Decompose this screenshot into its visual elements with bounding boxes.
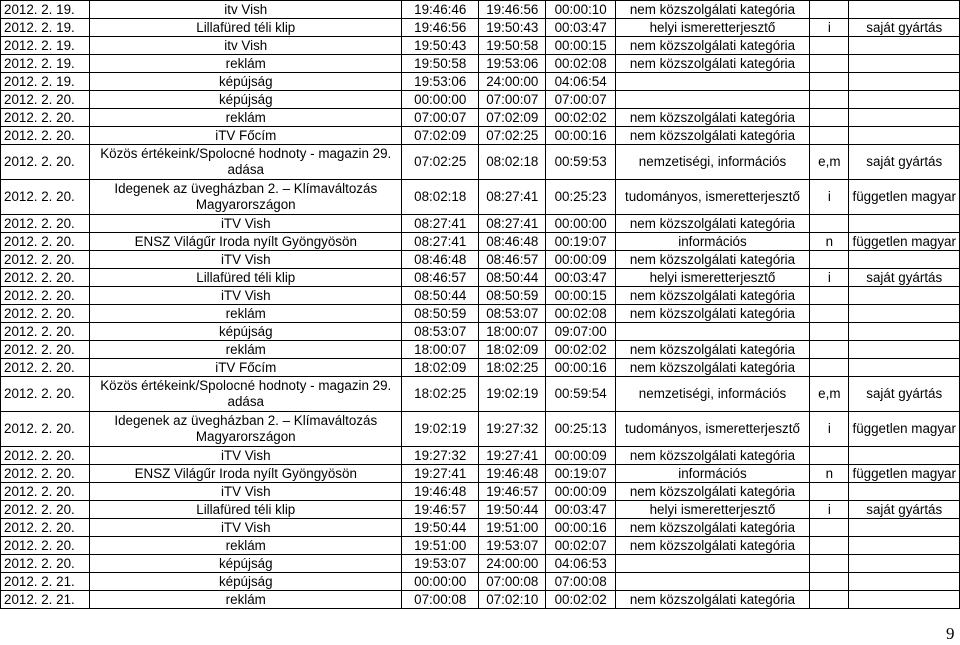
cell-production	[849, 447, 960, 465]
cell-date: 2012. 2. 19.	[1, 73, 90, 91]
cell-date: 2012. 2. 20.	[1, 127, 90, 145]
cell-category: tudományos, ismeretterjesztő	[615, 180, 809, 215]
cell-duration: 00:25:13	[546, 412, 615, 447]
table-row	[1, 591, 960, 609]
cell-date: 2012. 2. 20.	[1, 287, 90, 305]
cell-start-time: 08:50:44	[402, 287, 479, 305]
cell-category: nem közszolgálati kategória	[615, 591, 809, 609]
cell-indicator: i	[810, 269, 849, 287]
table-row	[1, 501, 960, 519]
cell-duration: 04:06:54	[546, 73, 615, 91]
table-row	[1, 519, 960, 537]
cell-end-time: 08:27:41	[479, 180, 546, 215]
cell-duration: 00:00:10	[546, 1, 615, 19]
cell-indicator	[810, 323, 849, 341]
cell-title: iTV Vish	[90, 215, 402, 233]
cell-category	[615, 91, 809, 109]
cell-start-time: 19:53:07	[402, 555, 479, 573]
cell-title: reklám	[90, 591, 402, 609]
cell-production: saját gyártás	[849, 269, 960, 287]
cell-duration: 00:00:15	[546, 37, 615, 55]
table-row	[1, 91, 960, 109]
cell-end-time: 19:53:06	[479, 55, 546, 73]
table-row	[1, 323, 960, 341]
cell-category: helyi ismeretterjesztő	[615, 269, 809, 287]
cell-date: 2012. 2. 19.	[1, 1, 90, 19]
cell-indicator	[810, 55, 849, 73]
cell-indicator	[810, 305, 849, 323]
cell-duration: 00:00:09	[546, 447, 615, 465]
cell-date: 2012. 2. 20.	[1, 465, 90, 483]
table-row	[1, 465, 960, 483]
cell-production: független magyar	[849, 180, 960, 215]
cell-start-time: 19:46:46	[402, 1, 479, 19]
cell-production	[849, 573, 960, 591]
cell-category: nem közszolgálati kategória	[615, 519, 809, 537]
cell-title: Közös értékeink/Spolocné hodnoty - magazin 29. adása	[90, 377, 402, 412]
cell-category: helyi ismeretterjesztő	[615, 19, 809, 37]
cell-production: saját gyártás	[849, 377, 960, 412]
page-number: 9	[946, 624, 955, 643]
cell-title: Idegenek az üvegházban 2. – Klímaváltozás Magyarországon	[90, 412, 402, 447]
cell-indicator: i	[810, 501, 849, 519]
cell-duration: 07:00:07	[546, 91, 615, 109]
cell-production	[849, 91, 960, 109]
cell-category	[615, 323, 809, 341]
cell-title: Idegenek az üvegházban 2. – Klímaváltozás Magyarországon	[90, 180, 402, 215]
cell-title: képújság	[90, 323, 402, 341]
cell-start-time: 19:50:44	[402, 519, 479, 537]
cell-indicator	[810, 341, 849, 359]
cell-end-time: 07:02:10	[479, 591, 546, 609]
cell-title: reklám	[90, 537, 402, 555]
cell-production: független magyar	[849, 233, 960, 251]
cell-indicator	[810, 73, 849, 91]
cell-end-time: 08:53:07	[479, 305, 546, 323]
cell-indicator	[810, 447, 849, 465]
table-row	[1, 341, 960, 359]
cell-title: iTV Vish	[90, 447, 402, 465]
cell-end-time: 08:02:18	[479, 145, 546, 180]
cell-category	[615, 573, 809, 591]
cell-category: nemzetiségi, információs	[615, 145, 809, 180]
cell-end-time: 19:46:48	[479, 465, 546, 483]
cell-indicator	[810, 109, 849, 127]
cell-title: itv Vish	[90, 1, 402, 19]
cell-category: tudományos, ismeretterjesztő	[615, 412, 809, 447]
cell-indicator	[810, 591, 849, 609]
cell-end-time: 19:02:19	[479, 377, 546, 412]
cell-indicator	[810, 91, 849, 109]
cell-category: nem közszolgálati kategória	[615, 359, 809, 377]
cell-category: nem közszolgálati kategória	[615, 215, 809, 233]
cell-duration: 00:00:16	[546, 519, 615, 537]
cell-production: független magyar	[849, 412, 960, 447]
cell-date: 2012. 2. 20.	[1, 555, 90, 573]
cell-category: nem közszolgálati kategória	[615, 537, 809, 555]
cell-end-time: 07:00:07	[479, 91, 546, 109]
cell-duration: 00:00:00	[546, 215, 615, 233]
cell-start-time: 18:02:09	[402, 359, 479, 377]
cell-production	[849, 251, 960, 269]
cell-end-time: 19:50:58	[479, 37, 546, 55]
cell-duration: 00:00:09	[546, 483, 615, 501]
cell-end-time: 18:00:07	[479, 323, 546, 341]
cell-indicator: n	[810, 233, 849, 251]
cell-date: 2012. 2. 20.	[1, 519, 90, 537]
table-row	[1, 359, 960, 377]
cell-production	[849, 37, 960, 55]
cell-start-time: 08:46:57	[402, 269, 479, 287]
cell-date: 2012. 2. 20.	[1, 145, 90, 180]
table-row	[1, 1, 960, 19]
cell-category: nem közszolgálati kategória	[615, 1, 809, 19]
cell-category: nem közszolgálati kategória	[615, 37, 809, 55]
table-row	[1, 233, 960, 251]
cell-indicator	[810, 215, 849, 233]
cell-end-time: 19:50:43	[479, 19, 546, 37]
cell-start-time: 19:46:56	[402, 19, 479, 37]
cell-date: 2012. 2. 20.	[1, 305, 90, 323]
table-row	[1, 287, 960, 305]
cell-title: iTV Vish	[90, 519, 402, 537]
cell-category: nemzetiségi, információs	[615, 377, 809, 412]
table-row	[1, 269, 960, 287]
cell-category: nem közszolgálati kategória	[615, 447, 809, 465]
cell-category: információs	[615, 465, 809, 483]
cell-date: 2012. 2. 20.	[1, 537, 90, 555]
cell-indicator	[810, 37, 849, 55]
cell-indicator	[810, 359, 849, 377]
table-row	[1, 483, 960, 501]
cell-start-time: 18:02:25	[402, 377, 479, 412]
cell-production	[849, 483, 960, 501]
cell-duration: 00:00:09	[546, 251, 615, 269]
cell-start-time: 08:02:18	[402, 180, 479, 215]
cell-title: Lillafüred téli klip	[90, 269, 402, 287]
cell-start-time: 07:00:07	[402, 109, 479, 127]
cell-production	[849, 537, 960, 555]
cell-duration: 00:03:47	[546, 269, 615, 287]
table-row	[1, 145, 960, 180]
cell-duration: 00:02:02	[546, 109, 615, 127]
cell-indicator: i	[810, 19, 849, 37]
cell-date: 2012. 2. 19.	[1, 19, 90, 37]
cell-category: nem közszolgálati kategória	[615, 483, 809, 501]
cell-production: független magyar	[849, 465, 960, 483]
cell-production	[849, 73, 960, 91]
table-row	[1, 555, 960, 573]
cell-category: nem közszolgálati kategória	[615, 127, 809, 145]
cell-title: ENSZ Világűr Iroda nyílt Gyöngyösön	[90, 233, 402, 251]
cell-date: 2012. 2. 20.	[1, 359, 90, 377]
cell-start-time: 19:50:58	[402, 55, 479, 73]
cell-end-time: 19:53:07	[479, 537, 546, 555]
cell-category: nem közszolgálati kategória	[615, 251, 809, 269]
cell-production	[849, 1, 960, 19]
cell-end-time: 08:50:59	[479, 287, 546, 305]
cell-start-time: 19:27:41	[402, 465, 479, 483]
cell-production	[849, 519, 960, 537]
cell-date: 2012. 2. 21.	[1, 591, 90, 609]
cell-production	[849, 55, 960, 73]
cell-duration: 00:00:16	[546, 127, 615, 145]
cell-duration: 00:02:08	[546, 55, 615, 73]
table-row	[1, 251, 960, 269]
cell-duration: 00:19:07	[546, 465, 615, 483]
cell-duration: 09:07:00	[546, 323, 615, 341]
cell-production	[849, 215, 960, 233]
cell-duration: 00:59:53	[546, 145, 615, 180]
table-row	[1, 215, 960, 233]
cell-date: 2012. 2. 20.	[1, 91, 90, 109]
cell-title: képújság	[90, 73, 402, 91]
cell-end-time: 08:46:57	[479, 251, 546, 269]
cell-duration: 07:00:08	[546, 573, 615, 591]
cell-end-time: 07:00:08	[479, 573, 546, 591]
cell-end-time: 19:50:44	[479, 501, 546, 519]
cell-title: Lillafüred téli klip	[90, 19, 402, 37]
cell-end-time: 19:27:41	[479, 447, 546, 465]
cell-indicator: e,m	[810, 145, 849, 180]
cell-end-time: 18:02:09	[479, 341, 546, 359]
cell-duration: 00:59:54	[546, 377, 615, 412]
cell-duration: 00:02:08	[546, 305, 615, 323]
cell-end-time: 19:46:57	[479, 483, 546, 501]
cell-date: 2012. 2. 21.	[1, 573, 90, 591]
cell-category: nem közszolgálati kategória	[615, 305, 809, 323]
cell-title: Lillafüred téli klip	[90, 501, 402, 519]
cell-production	[849, 555, 960, 573]
table-row	[1, 19, 960, 37]
cell-indicator	[810, 127, 849, 145]
cell-category: nem közszolgálati kategória	[615, 341, 809, 359]
cell-end-time: 24:00:00	[479, 555, 546, 573]
cell-duration: 00:00:15	[546, 287, 615, 305]
cell-title: képújság	[90, 573, 402, 591]
cell-date: 2012. 2. 20.	[1, 377, 90, 412]
table-row	[1, 537, 960, 555]
cell-category: helyi ismeretterjesztő	[615, 501, 809, 519]
cell-category: nem közszolgálati kategória	[615, 287, 809, 305]
table-row	[1, 180, 960, 215]
cell-start-time: 19:51:00	[402, 537, 479, 555]
cell-start-time: 07:02:25	[402, 145, 479, 180]
cell-duration: 00:25:23	[546, 180, 615, 215]
cell-duration: 00:03:47	[546, 19, 615, 37]
cell-start-time: 08:53:07	[402, 323, 479, 341]
cell-indicator: i	[810, 180, 849, 215]
table-row	[1, 109, 960, 127]
cell-start-time: 07:00:08	[402, 591, 479, 609]
cell-production	[849, 109, 960, 127]
cell-end-time: 08:27:41	[479, 215, 546, 233]
cell-production	[849, 127, 960, 145]
table-row	[1, 377, 960, 412]
cell-production	[849, 323, 960, 341]
cell-category	[615, 555, 809, 573]
cell-indicator: n	[810, 465, 849, 483]
cell-date: 2012. 2. 19.	[1, 55, 90, 73]
cell-title: képújság	[90, 555, 402, 573]
cell-end-time: 19:51:00	[479, 519, 546, 537]
cell-production	[849, 591, 960, 609]
cell-indicator: i	[810, 412, 849, 447]
cell-date: 2012. 2. 20.	[1, 501, 90, 519]
cell-production	[849, 359, 960, 377]
cell-category: információs	[615, 233, 809, 251]
schedule-body	[1, 1, 960, 609]
cell-duration: 00:02:07	[546, 537, 615, 555]
cell-start-time: 08:27:41	[402, 215, 479, 233]
cell-date: 2012. 2. 20.	[1, 269, 90, 287]
cell-date: 2012. 2. 20.	[1, 233, 90, 251]
cell-start-time: 19:50:43	[402, 37, 479, 55]
cell-indicator	[810, 519, 849, 537]
cell-production: saját gyártás	[849, 501, 960, 519]
cell-title: iTV Vish	[90, 251, 402, 269]
cell-start-time: 18:00:07	[402, 341, 479, 359]
cell-duration: 00:02:02	[546, 591, 615, 609]
cell-end-time: 24:00:00	[479, 73, 546, 91]
table-row	[1, 127, 960, 145]
cell-production	[849, 341, 960, 359]
cell-production: saját gyártás	[849, 19, 960, 37]
cell-indicator	[810, 555, 849, 573]
cell-end-time: 07:02:25	[479, 127, 546, 145]
table-row	[1, 412, 960, 447]
cell-title: Közös értékeink/Spolocné hodnoty - magazin 29. adása	[90, 145, 402, 180]
cell-title: itv Vish	[90, 37, 402, 55]
cell-date: 2012. 2. 20.	[1, 215, 90, 233]
cell-start-time: 07:02:09	[402, 127, 479, 145]
table-row	[1, 573, 960, 591]
cell-start-time: 08:27:41	[402, 233, 479, 251]
table-row	[1, 55, 960, 73]
cell-date: 2012. 2. 20.	[1, 323, 90, 341]
cell-title: iTV Főcím	[90, 127, 402, 145]
cell-date: 2012. 2. 20.	[1, 341, 90, 359]
cell-indicator	[810, 287, 849, 305]
cell-date: 2012. 2. 20.	[1, 180, 90, 215]
cell-indicator	[810, 537, 849, 555]
cell-indicator: e,m	[810, 377, 849, 412]
cell-duration: 00:02:02	[546, 341, 615, 359]
cell-category: nem közszolgálati kategória	[615, 55, 809, 73]
cell-title: reklám	[90, 55, 402, 73]
cell-production	[849, 305, 960, 323]
cell-start-time: 19:02:19	[402, 412, 479, 447]
cell-end-time: 07:02:09	[479, 109, 546, 127]
cell-end-time: 08:50:44	[479, 269, 546, 287]
cell-start-time: 19:27:32	[402, 447, 479, 465]
cell-end-time: 19:46:56	[479, 1, 546, 19]
cell-category: nem közszolgálati kategória	[615, 109, 809, 127]
cell-category	[615, 73, 809, 91]
cell-date: 2012. 2. 20.	[1, 251, 90, 269]
cell-title: reklám	[90, 305, 402, 323]
cell-start-time: 08:50:59	[402, 305, 479, 323]
cell-end-time: 18:02:25	[479, 359, 546, 377]
cell-title: iTV Főcím	[90, 359, 402, 377]
cell-end-time: 19:27:32	[479, 412, 546, 447]
cell-title: iTV Vish	[90, 483, 402, 501]
cell-end-time: 08:46:48	[479, 233, 546, 251]
cell-start-time: 00:00:00	[402, 91, 479, 109]
cell-production	[849, 287, 960, 305]
cell-indicator	[810, 573, 849, 591]
cell-date: 2012. 2. 19.	[1, 37, 90, 55]
cell-date: 2012. 2. 20.	[1, 109, 90, 127]
cell-indicator	[810, 483, 849, 501]
cell-start-time: 19:53:06	[402, 73, 479, 91]
cell-production: saját gyártás	[849, 145, 960, 180]
cell-start-time: 19:46:57	[402, 501, 479, 519]
cell-duration: 00:00:16	[546, 359, 615, 377]
cell-start-time: 08:46:48	[402, 251, 479, 269]
cell-duration: 00:19:07	[546, 233, 615, 251]
table-row	[1, 447, 960, 465]
table-row	[1, 37, 960, 55]
cell-title: képújság	[90, 91, 402, 109]
cell-title: reklám	[90, 109, 402, 127]
cell-date: 2012. 2. 20.	[1, 483, 90, 501]
cell-start-time: 00:00:00	[402, 573, 479, 591]
table-row	[1, 305, 960, 323]
cell-date: 2012. 2. 20.	[1, 447, 90, 465]
cell-indicator	[810, 1, 849, 19]
cell-title: ENSZ Világűr Iroda nyílt Gyöngyösön	[90, 465, 402, 483]
cell-duration: 00:03:47	[546, 501, 615, 519]
cell-date: 2012. 2. 20.	[1, 412, 90, 447]
cell-title: iTV Vish	[90, 287, 402, 305]
cell-title: reklám	[90, 341, 402, 359]
table-row	[1, 73, 960, 91]
cell-duration: 04:06:53	[546, 555, 615, 573]
cell-start-time: 19:46:48	[402, 483, 479, 501]
cell-indicator	[810, 251, 849, 269]
